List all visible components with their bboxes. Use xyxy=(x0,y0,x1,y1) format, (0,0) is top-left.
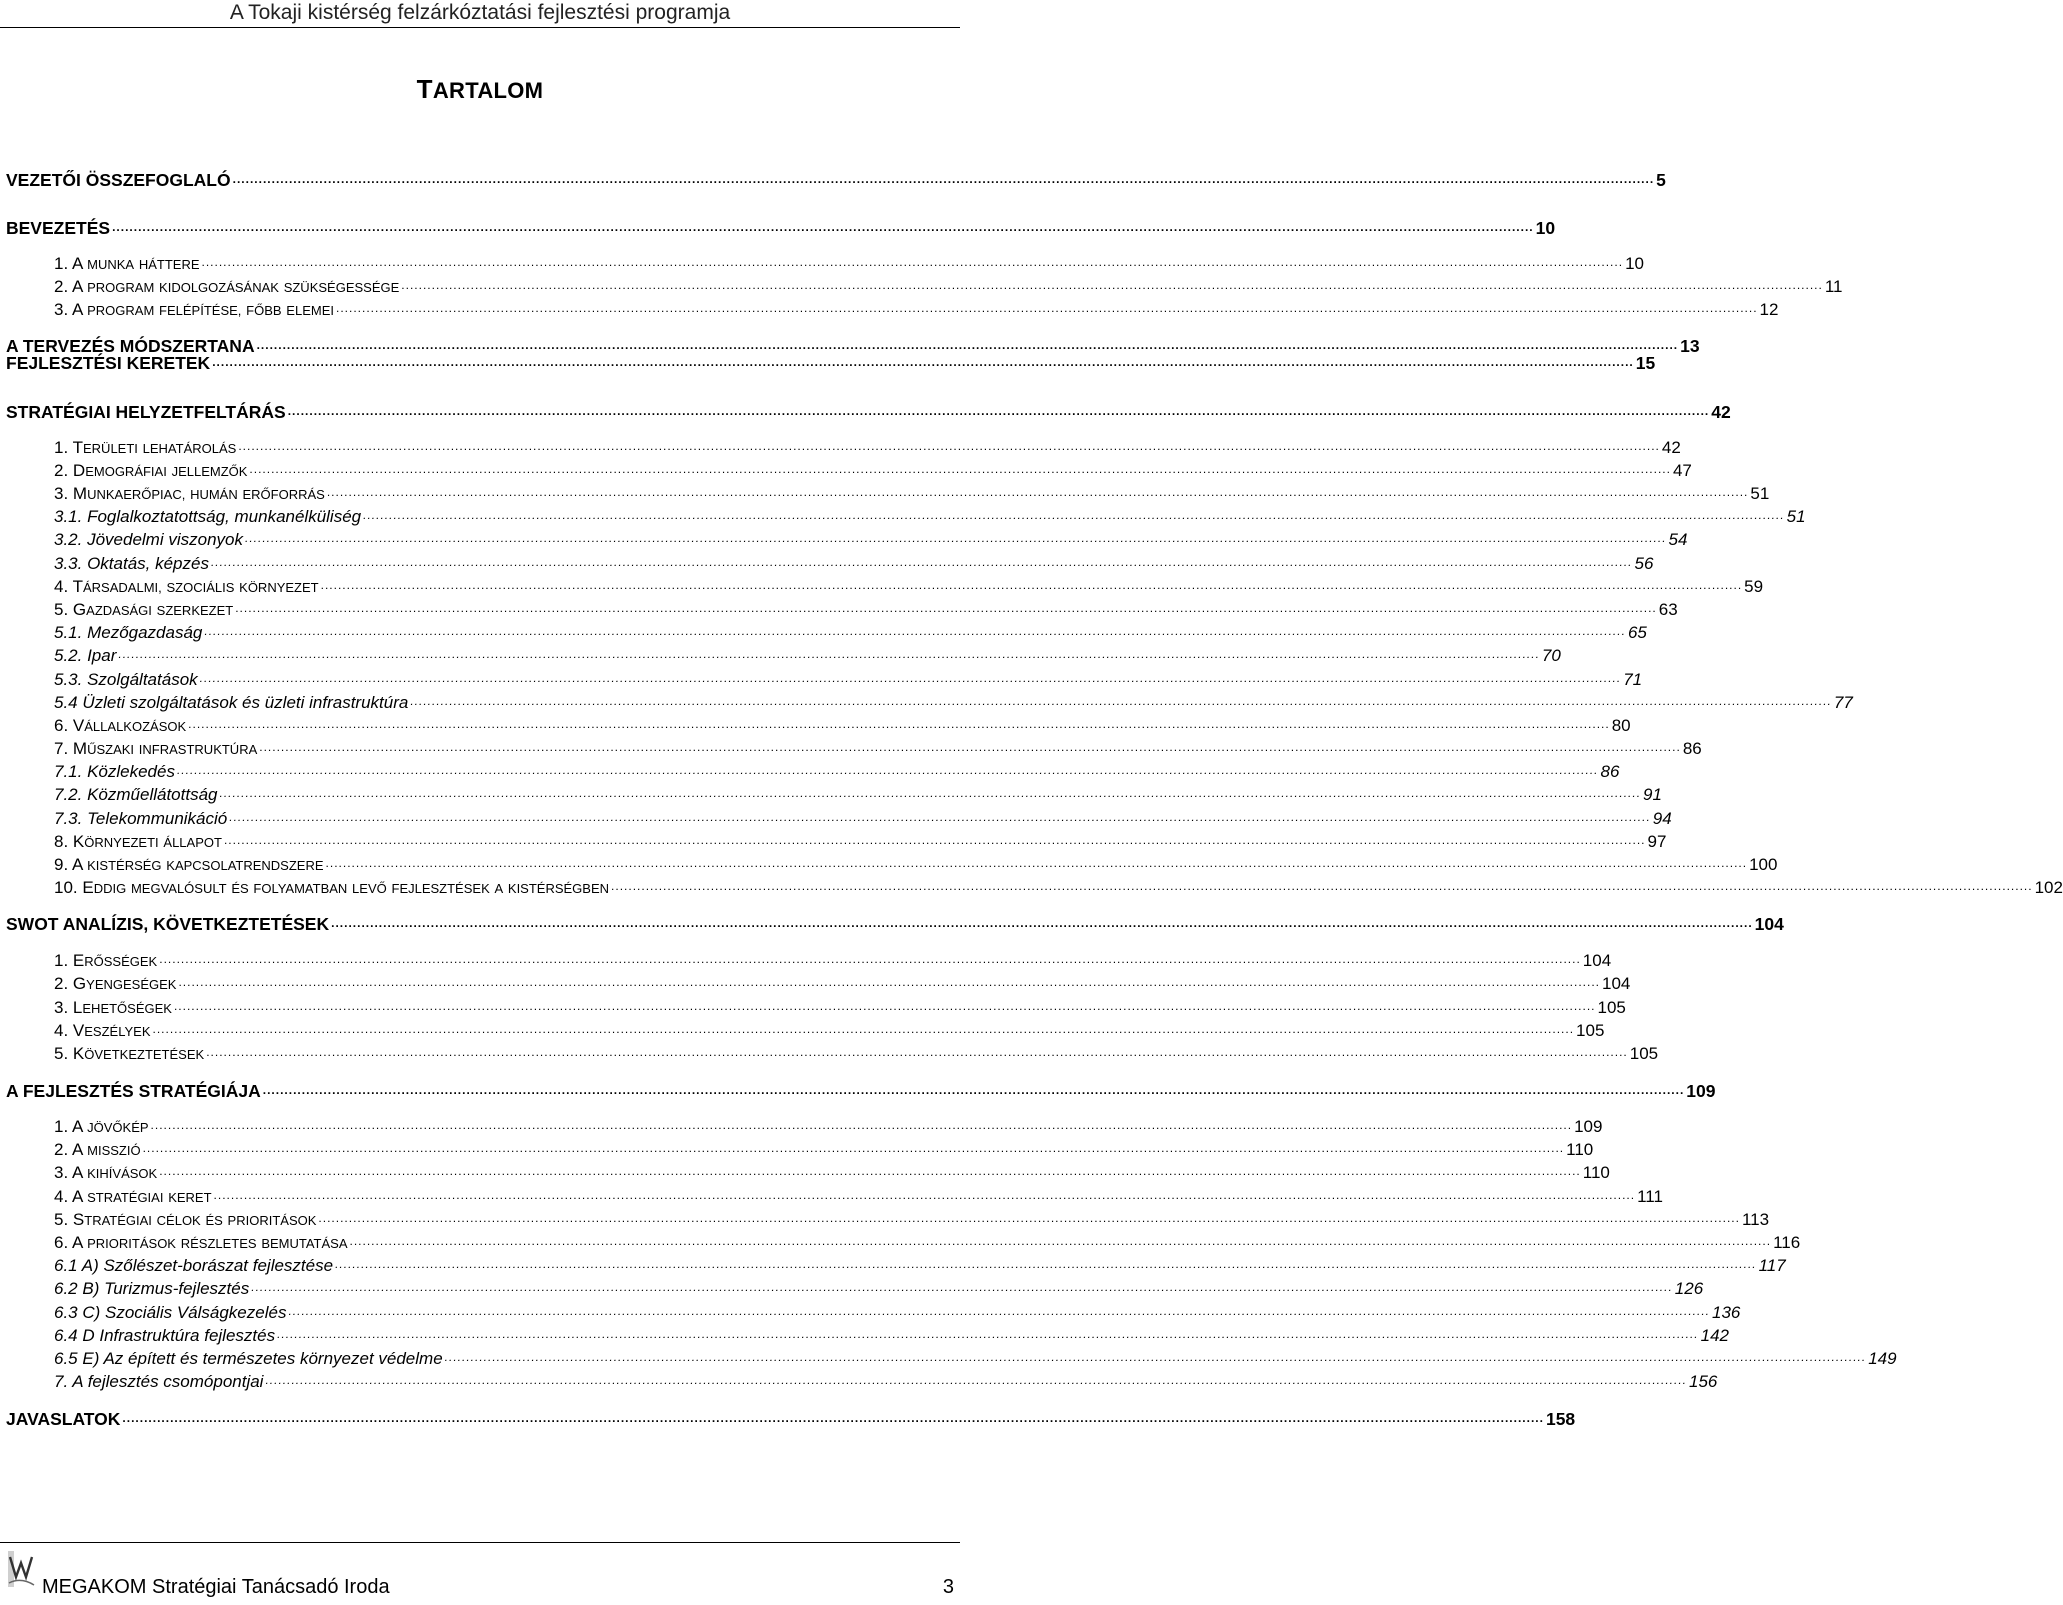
title-rest: ARTALOM xyxy=(432,78,544,103)
toc-entry[interactable] xyxy=(6,1162,1610,1184)
toc-entry-title: 9. A KISTÉRSÉG KAPCSOLATRENDSZERE xyxy=(54,855,324,874)
toc-entry-page: 105 xyxy=(1576,1021,1605,1040)
toc-entry-title: 4. VESZÉLYEK xyxy=(54,1021,151,1040)
toc-entry-page: 80 xyxy=(1611,716,1631,735)
toc-entry-page: 104 xyxy=(1602,974,1631,993)
dot-leader xyxy=(153,1018,1575,1040)
toc-entry[interactable] xyxy=(6,1116,1603,1138)
toc-entry-title: 3.1. Foglalkoztatottság, munkanélküliség xyxy=(54,507,362,526)
dot-leader xyxy=(611,875,2033,897)
dot-leader xyxy=(174,995,1596,1017)
toc-entry[interactable] xyxy=(6,1348,1897,1370)
dot-leader xyxy=(214,1184,1636,1206)
toc-entry-page: 110 xyxy=(1582,1163,1610,1182)
toc-entry[interactable] xyxy=(6,253,1644,275)
toc-entry-title: 4. TÁRSADALMI, SZOCIÁLIS KÖRNYEZET xyxy=(54,577,319,596)
toc-entry[interactable] xyxy=(6,1080,1716,1102)
toc-entry-title: 3.3. Oktatás, képzés xyxy=(54,554,209,573)
toc-entry-page: 86 xyxy=(1682,739,1702,758)
toc-entry-page: 47 xyxy=(1672,461,1692,480)
toc-entry[interactable] xyxy=(6,622,1647,644)
dot-leader xyxy=(233,168,1655,190)
dot-leader xyxy=(288,1300,1710,1322)
toc-entry-title: 6.2 B) Turizmus-fejlesztés xyxy=(54,1279,250,1298)
title-initial: T xyxy=(416,74,433,104)
toc-entry-page: 94 xyxy=(1652,809,1672,828)
toc-entry[interactable] xyxy=(6,669,1643,691)
dot-leader xyxy=(112,216,1534,238)
toc-entry-title: 1. TERÜLETI LEHATÁROLÁS xyxy=(54,438,237,457)
toc-entry-page: 12 xyxy=(1759,300,1779,319)
dot-leader xyxy=(151,1114,1573,1136)
dot-leader xyxy=(277,1323,1699,1345)
toc-entry-page: 5 xyxy=(1656,170,1666,190)
toc-entry-page: 59 xyxy=(1744,577,1764,596)
toc-entry[interactable] xyxy=(6,1325,1730,1347)
dot-leader xyxy=(251,1276,1673,1298)
toc-entry[interactable] xyxy=(6,599,1678,621)
dot-leader xyxy=(326,852,1748,874)
toc-entry-page: 97 xyxy=(1647,832,1667,851)
toc-entry-page: 104 xyxy=(1754,914,1784,934)
dot-leader xyxy=(122,1407,1544,1429)
toc-entry-page: 70 xyxy=(1541,646,1561,665)
toc-entry-title: 7.3. Telekommunikáció xyxy=(54,809,228,828)
toc-entry[interactable] xyxy=(6,169,1666,191)
dot-leader xyxy=(202,251,1624,273)
toc-entry[interactable] xyxy=(6,1278,1704,1300)
dot-leader xyxy=(238,435,1660,457)
toc-entry-title: 3. MUNKAERŐPIAC, HUMÁN ERŐFORRÁS xyxy=(54,484,325,503)
toc-entry-title: 6. A PRIORITÁSOK RÉSZLETES BEMUTATÁSA xyxy=(54,1233,348,1252)
dot-leader xyxy=(219,782,1641,804)
toc-entry-title: 8. KÖRNYEZETI ÁLLAPOT xyxy=(54,832,222,851)
toc-entry-title: 6.3 C) Szociális Válságkezelés xyxy=(54,1303,287,1322)
toc-entry-page: 149 xyxy=(1868,1349,1897,1368)
toc-entry-page: 11 xyxy=(1824,277,1843,296)
toc-entry-title: 6.1 A) Szőlészet-borászat fejlesztése xyxy=(54,1256,334,1275)
toc-entry[interactable] xyxy=(6,217,1556,239)
toc-entry[interactable] xyxy=(6,877,2063,899)
toc-entry-title: 2. DEMOGRÁFIAI JELLEMZŐK xyxy=(54,461,248,480)
toc-entry[interactable] xyxy=(6,808,1672,830)
toc-entry[interactable] xyxy=(6,854,1778,876)
toc-entry-title: 3. A KIHÍVÁSOK xyxy=(54,1163,158,1182)
toc-entry-title: 2. A PROGRAM KIDOLGOZÁSÁNAK SZÜKSÉGESSÉGE xyxy=(54,277,400,296)
toc-entry-title: 3. LEHETŐSÉGEK xyxy=(54,998,172,1017)
toc-entry-page: 102 xyxy=(2034,878,2063,897)
toc-entry-title: 3.2. Jövedelmi viszonyok xyxy=(54,530,243,549)
toc-entry-title: 6.4 D Infrastruktúra fejlesztés xyxy=(54,1326,276,1345)
running-header: A Tokaji kistérség felzárkóztatási fejlesztési programja xyxy=(0,0,960,28)
toc-entry[interactable] xyxy=(6,483,1770,505)
toc-entry-title: 3. A PROGRAM FELÉPÍTÉSE, FŐBB ELEMEI xyxy=(54,300,334,319)
toc-entry-page: 105 xyxy=(1597,998,1626,1017)
toc-entry-page: 117 xyxy=(1758,1256,1786,1275)
toc-entry-title: 5. GAZDASÁGI SZERKEZET xyxy=(54,600,234,619)
toc-entry-page: 116 xyxy=(1773,1233,1801,1252)
toc-entry-title: STRATÉGIAI HELYZETFELTÁRÁS xyxy=(6,402,286,422)
toc-entry[interactable] xyxy=(6,576,1764,598)
toc-entry-page: 105 xyxy=(1629,1044,1659,1063)
toc-entry[interactable] xyxy=(6,1186,1663,1208)
toc-entry-page: 54 xyxy=(1668,530,1688,549)
toc-entry-title: SWOT ANALÍZIS, KÖVETKEZTETÉSEK xyxy=(6,914,330,934)
dot-leader xyxy=(410,690,1832,712)
toc-entry-title: 7.1. Közlekedés xyxy=(54,762,175,781)
toc-entry-page: 136 xyxy=(1712,1303,1741,1322)
dot-leader xyxy=(331,912,1753,934)
toc-entry[interactable] xyxy=(6,299,1779,321)
toc-entry-title: JAVASLATOK xyxy=(6,1409,121,1429)
toc-entry[interactable] xyxy=(6,997,1626,1019)
toc-entry[interactable] xyxy=(6,1408,1576,1430)
dot-leader xyxy=(188,713,1610,735)
dot-leader xyxy=(288,400,1710,422)
page-title xyxy=(0,74,960,105)
toc-entry-page: 10 xyxy=(1625,254,1644,273)
toc-entry[interactable] xyxy=(6,460,1692,482)
toc-entry-title: 5. STRATÉGIAI CÉLOK ÉS PRIORITÁSOK xyxy=(54,1210,317,1229)
toc-entry-title: 1. ERŐSSÉGEK xyxy=(54,951,158,970)
toc-entry-title: 10. EDDIG MEGVALÓSULT ÉS FOLYAMATBAN LEVŐ FEJLESZTÉSEK A KISTÉRSÉGBEN xyxy=(54,878,610,897)
dot-leader xyxy=(265,1369,1687,1391)
dot-leader xyxy=(159,948,1581,970)
dot-leader xyxy=(318,1207,1740,1229)
toc-entry-page: 91 xyxy=(1643,785,1662,804)
footer-rule xyxy=(0,1542,960,1543)
toc-entry[interactable] xyxy=(6,529,1688,551)
dot-leader xyxy=(249,458,1671,480)
toc-entry[interactable] xyxy=(6,692,1853,714)
toc-entry[interactable] xyxy=(6,1371,1718,1393)
toc-entry-page: 158 xyxy=(1545,1409,1576,1429)
dot-leader xyxy=(177,759,1599,781)
toc-entry[interactable] xyxy=(6,1255,1786,1277)
toc-entry-title: BEVEZETÉS xyxy=(6,218,111,238)
toc-entry-title: 5. KÖVETKEZTETÉSEK xyxy=(54,1044,205,1063)
toc-entry[interactable] xyxy=(6,276,1843,298)
toc-entry-page: 104 xyxy=(1582,951,1612,970)
toc-entry[interactable] xyxy=(6,831,1667,853)
toc-entry[interactable] xyxy=(6,1043,1659,1065)
toc-entry-title: 6.5 E) Az épített és természetes környezet védelme xyxy=(54,1349,443,1368)
toc-entry[interactable] xyxy=(6,1139,1594,1161)
toc-entry-title: 4. A STRATÉGIAI KERET xyxy=(54,1187,212,1206)
toc-entry-title: 2. GYENGESÉGEK xyxy=(54,974,177,993)
toc-entry-page: 15 xyxy=(1635,353,1656,373)
dot-leader xyxy=(336,297,1758,319)
toc-entry-page: 86 xyxy=(1600,762,1620,781)
toc-entry[interactable] xyxy=(6,715,1631,737)
dot-leader xyxy=(229,806,1651,828)
toc-entry[interactable] xyxy=(6,973,1631,995)
toc-entry-page: 13 xyxy=(1680,336,1700,356)
dot-leader xyxy=(263,1079,1685,1101)
dot-leader xyxy=(118,643,1540,665)
dot-leader xyxy=(143,1137,1565,1159)
dot-leader xyxy=(224,829,1646,851)
toc-entry[interactable] xyxy=(6,784,1662,806)
dot-leader xyxy=(206,1041,1628,1063)
toc-entry[interactable] xyxy=(6,950,1612,972)
toc-entry[interactable] xyxy=(6,553,1654,575)
toc-entry-title: 7.2. Közműellátottság xyxy=(54,785,218,804)
toc-entry-page: 10 xyxy=(1535,218,1556,238)
dot-leader xyxy=(445,1346,1867,1368)
dot-leader xyxy=(204,620,1626,642)
dot-leader xyxy=(178,971,1600,993)
toc-entry[interactable] xyxy=(6,1302,1741,1324)
toc-entry-title: 5.3. Szolgáltatások xyxy=(54,670,198,689)
toc-entry[interactable] xyxy=(6,437,1681,459)
toc-entry-page: 77 xyxy=(1833,693,1853,712)
toc-entry[interactable] xyxy=(6,913,1784,935)
toc-entry-page: 156 xyxy=(1689,1372,1718,1391)
toc-entry-title: 5.1. Mezőgazdaság xyxy=(54,623,203,642)
toc-entry-title: A FEJLESZTÉS STRATÉGIÁJA xyxy=(6,1081,261,1101)
toc-entry[interactable] xyxy=(6,352,1656,374)
toc-entry-page: 110 xyxy=(1566,1140,1594,1159)
dot-leader xyxy=(212,351,1634,373)
toc-entry[interactable] xyxy=(6,1020,1605,1042)
toc-entry-page: 63 xyxy=(1658,600,1678,619)
toc-entry-title: 5.4 Üzleti szolgáltatások és üzleti infrastruktúra xyxy=(54,693,409,712)
toc-entry[interactable] xyxy=(6,1232,1801,1254)
dot-leader xyxy=(245,527,1667,549)
toc-entry-title: 6. VÁLLALKOZÁSOK xyxy=(54,716,187,735)
toc-entry[interactable] xyxy=(6,506,1806,528)
dot-leader xyxy=(327,481,1749,503)
toc-entry-page: 109 xyxy=(1686,1081,1716,1101)
dot-leader xyxy=(159,1160,1581,1182)
toc-entry[interactable] xyxy=(6,1209,1770,1231)
toc-entry-title: 2. A MISSZIÓ xyxy=(54,1140,141,1159)
toc-entry-title: 1. A JÖVŐKÉP xyxy=(54,1117,149,1136)
toc-entry-page: 126 xyxy=(1674,1279,1704,1298)
footer-organization: MEGAKOM Stratégiai Tanácsadó Iroda xyxy=(42,1576,390,1598)
toc-entry-title: 7. A fejlesztés csomópontjai xyxy=(54,1372,264,1391)
toc-entry-title: VEZETŐI ÖSSZEFOGLALÓ xyxy=(6,170,231,190)
toc-entry-title: 7. MŰSZAKI INFRASTRUKTÚRA xyxy=(54,739,258,758)
toc-entry[interactable] xyxy=(6,761,1620,783)
toc-entry-page: 109 xyxy=(1574,1117,1603,1136)
toc-entry[interactable] xyxy=(6,401,1731,423)
dot-leader xyxy=(335,1253,1757,1275)
toc-entry-page: 42 xyxy=(1661,438,1681,457)
dot-leader xyxy=(235,597,1657,619)
megakom-logo-icon xyxy=(6,1547,36,1591)
toc-entry-page: 65 xyxy=(1627,623,1647,642)
dot-leader xyxy=(200,667,1622,689)
toc-entry-title: FEJLESZTÉSI KERETEK xyxy=(6,353,211,373)
toc-entry-page: 51 xyxy=(1786,507,1806,526)
dot-leader xyxy=(321,574,1743,596)
toc-entry-page: 142 xyxy=(1700,1326,1730,1345)
toc-entry-page: 42 xyxy=(1711,402,1731,422)
toc-entry-page: 56 xyxy=(1634,554,1654,573)
toc-entry-title: 5.2. Ipar xyxy=(54,646,117,665)
dot-leader xyxy=(401,274,1823,296)
dot-leader xyxy=(259,736,1681,758)
dot-leader xyxy=(211,551,1633,573)
toc-entry-page: 100 xyxy=(1749,855,1778,874)
toc-entry[interactable] xyxy=(6,645,1561,667)
toc-entry-page: 51 xyxy=(1750,484,1770,503)
toc-entry-page: 71 xyxy=(1623,670,1643,689)
toc-entry-page: 111 xyxy=(1637,1187,1663,1206)
toc-entry[interactable] xyxy=(6,738,1702,760)
toc-entry-title: A TERVEZÉS MÓDSZERTANA xyxy=(6,336,255,356)
dot-leader xyxy=(350,1230,1772,1252)
toc-entry-title: 1. A MUNKA HÁTTERE xyxy=(54,254,200,273)
toc-entry-page: 113 xyxy=(1741,1210,1770,1229)
dot-leader xyxy=(363,504,1785,526)
page-number: 3 xyxy=(942,1576,954,1598)
